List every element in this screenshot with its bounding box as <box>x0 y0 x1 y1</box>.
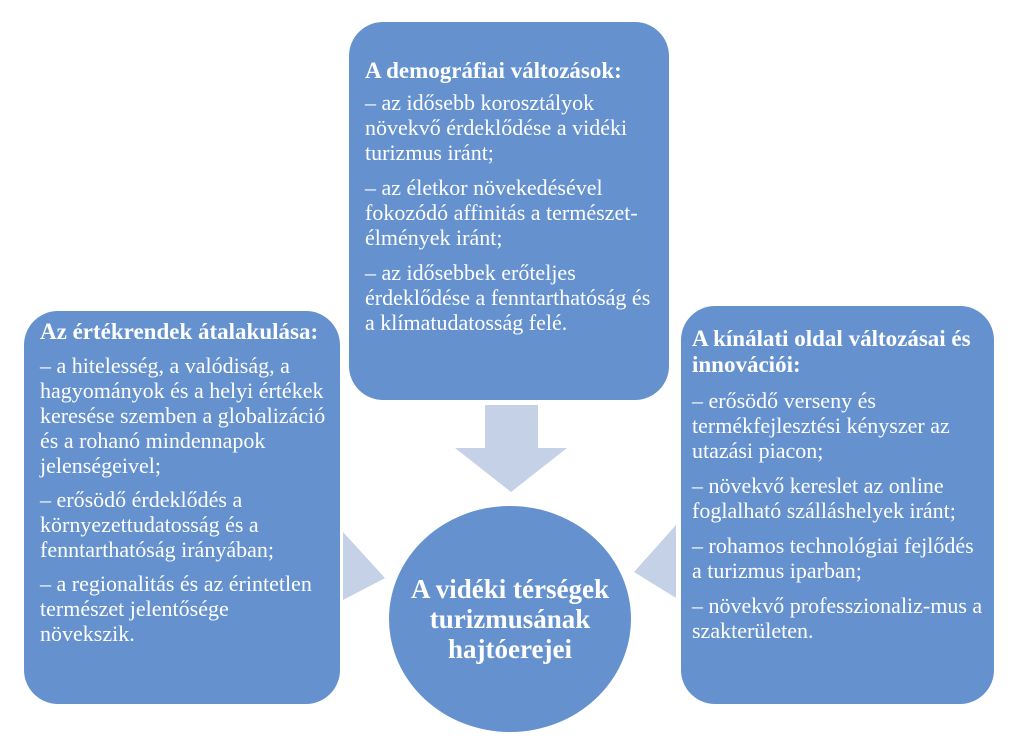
supply-side-box <box>681 306 994 704</box>
supply-side-item-3: – rohamos technológiai fejlődés a turizmus iparban; <box>692 533 974 583</box>
demographic-item-2: – az életkor növekedésével fokozódó affinitás a természet-élmények iránt; <box>365 175 638 250</box>
supply-side-title: A kínálati oldal változásai és innovációi: <box>692 326 971 377</box>
value-systems-item-2: – erősödő érdeklődés a környezettudatosság és a fenntarthatóság irányában; <box>40 487 274 562</box>
supply-side-item-2: – növekvő kereslet az online foglalható szálláshelyek iránt; <box>692 473 956 523</box>
demographic-item-3: – az idősebbek erőteljes érdeklődése a fenntarthatóság és a klímatudatosság felé. <box>365 260 651 335</box>
left-arrow-right <box>634 525 676 598</box>
value-systems-box <box>24 311 340 704</box>
right-arrow-left <box>343 532 385 600</box>
value-systems-title: Az értékrendek átalakulása: <box>40 319 319 344</box>
value-systems-item-3: – a regionalitás és az érintetlen természet jelentősége növekszik. <box>40 571 312 646</box>
demographic-item-1: – az idősebb korosztályok növekvő érdeklődése a vidéki turizmus iránt; <box>365 90 628 165</box>
demographic-changes-box <box>349 22 669 400</box>
center-label: A vidéki térségek turizmusának hajtóerejei <box>411 574 609 664</box>
down-arrow-top <box>455 405 567 492</box>
value-systems-item-1: – a hitelesség, a valódiság, a hagyományok és a helyi értékek keresése szemben a globalizáció és a rohanó mindennapok jelenségeivel; <box>40 353 326 478</box>
supply-side-item-4: – növekvő professzionaliz-mus a szakterületen. <box>692 593 983 643</box>
demographic-changes-title: A demográfiai változások: <box>365 58 622 83</box>
center-driving-forces-circle <box>384 501 636 737</box>
supply-side-item-1: – erősödő verseny és termékfejlesztési kényszer az utazási piacon; <box>692 388 950 463</box>
